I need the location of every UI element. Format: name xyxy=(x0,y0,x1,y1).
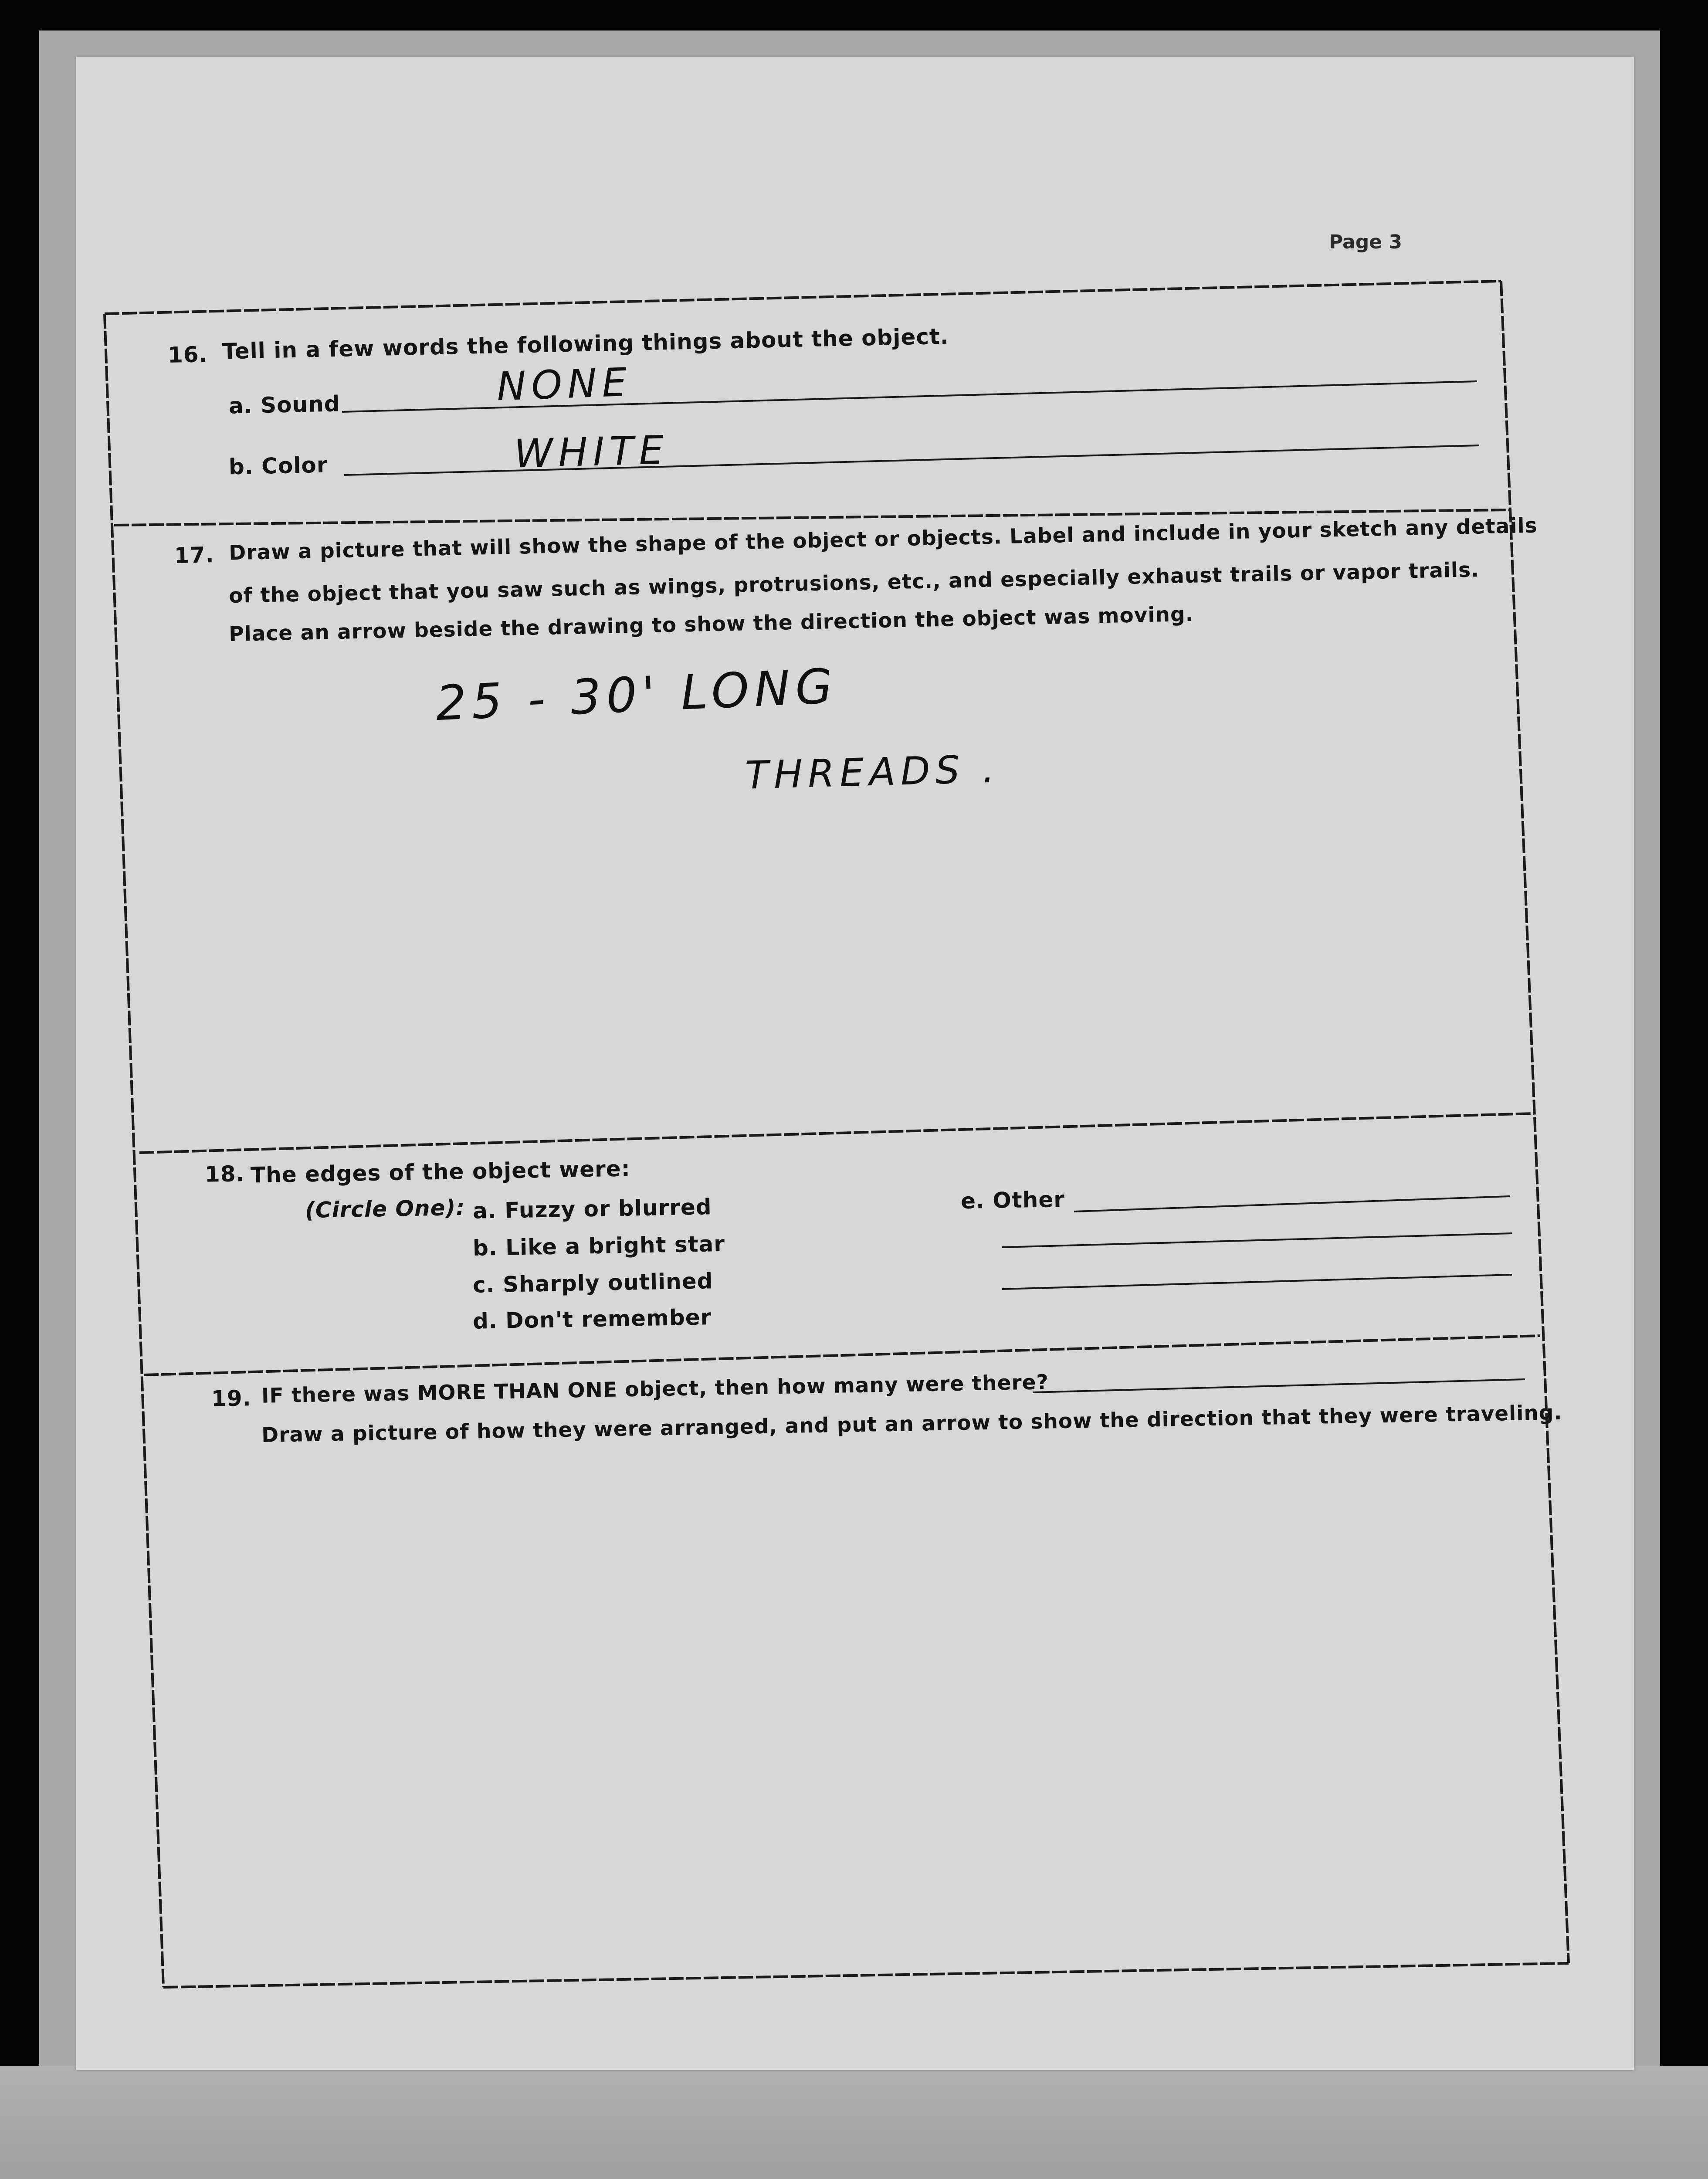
q17-line2: of the object that you saw such as wings, protrusions, etc., and especially exhaust trails or vapor trails. xyxy=(228,557,1480,608)
q17-number: 17. xyxy=(174,542,215,568)
q18-option-a[interactable]: a. Fuzzy or blurred xyxy=(472,1194,712,1224)
q19-line1: IF there was MORE THAN ONE object, then how many were there? xyxy=(261,1370,1049,1408)
q16-sound-answer: NONE xyxy=(496,359,633,410)
q16-color-label: b. Color xyxy=(228,452,328,480)
q17-answer-threads: THREADS . xyxy=(744,746,1000,798)
q18-option-c[interactable]: c. Sharply outlined xyxy=(472,1268,713,1298)
q18-option-d[interactable]: d. Don't remember xyxy=(472,1304,712,1334)
q19-number: 19. xyxy=(211,1385,252,1412)
q18-option-b[interactable]: b. Like a bright star xyxy=(472,1231,725,1261)
q16-color-answer: WHITE xyxy=(513,427,670,477)
q18-number: 18. xyxy=(204,1161,245,1187)
q16-prompt: Tell in a few words the following things about the object. xyxy=(222,323,949,364)
q17-line3: Place an arrow beside the drawing to show the direction the object was moving. xyxy=(228,602,1194,647)
q17-line1: Draw a picture that will show the shape of the object or objects. Label and include in your sketch any details xyxy=(228,513,1538,565)
page-number: Page 3 xyxy=(1329,231,1403,253)
q17-answer-length: 25 - 30' LONG xyxy=(434,658,839,732)
q16-number: 16. xyxy=(167,342,208,368)
q18-circle-label: (Circle One): xyxy=(305,1195,465,1223)
q16-sound-label: a. Sound xyxy=(228,391,341,419)
q18-option-e[interactable]: e. Other xyxy=(960,1186,1065,1214)
q19-line2: Draw a picture of how they were arranged, and put an arrow to show the direction that they were traveling. xyxy=(261,1400,1562,1448)
q18-prompt: The edges of the object were: xyxy=(250,1156,631,1188)
table-surface xyxy=(0,2066,1708,2179)
